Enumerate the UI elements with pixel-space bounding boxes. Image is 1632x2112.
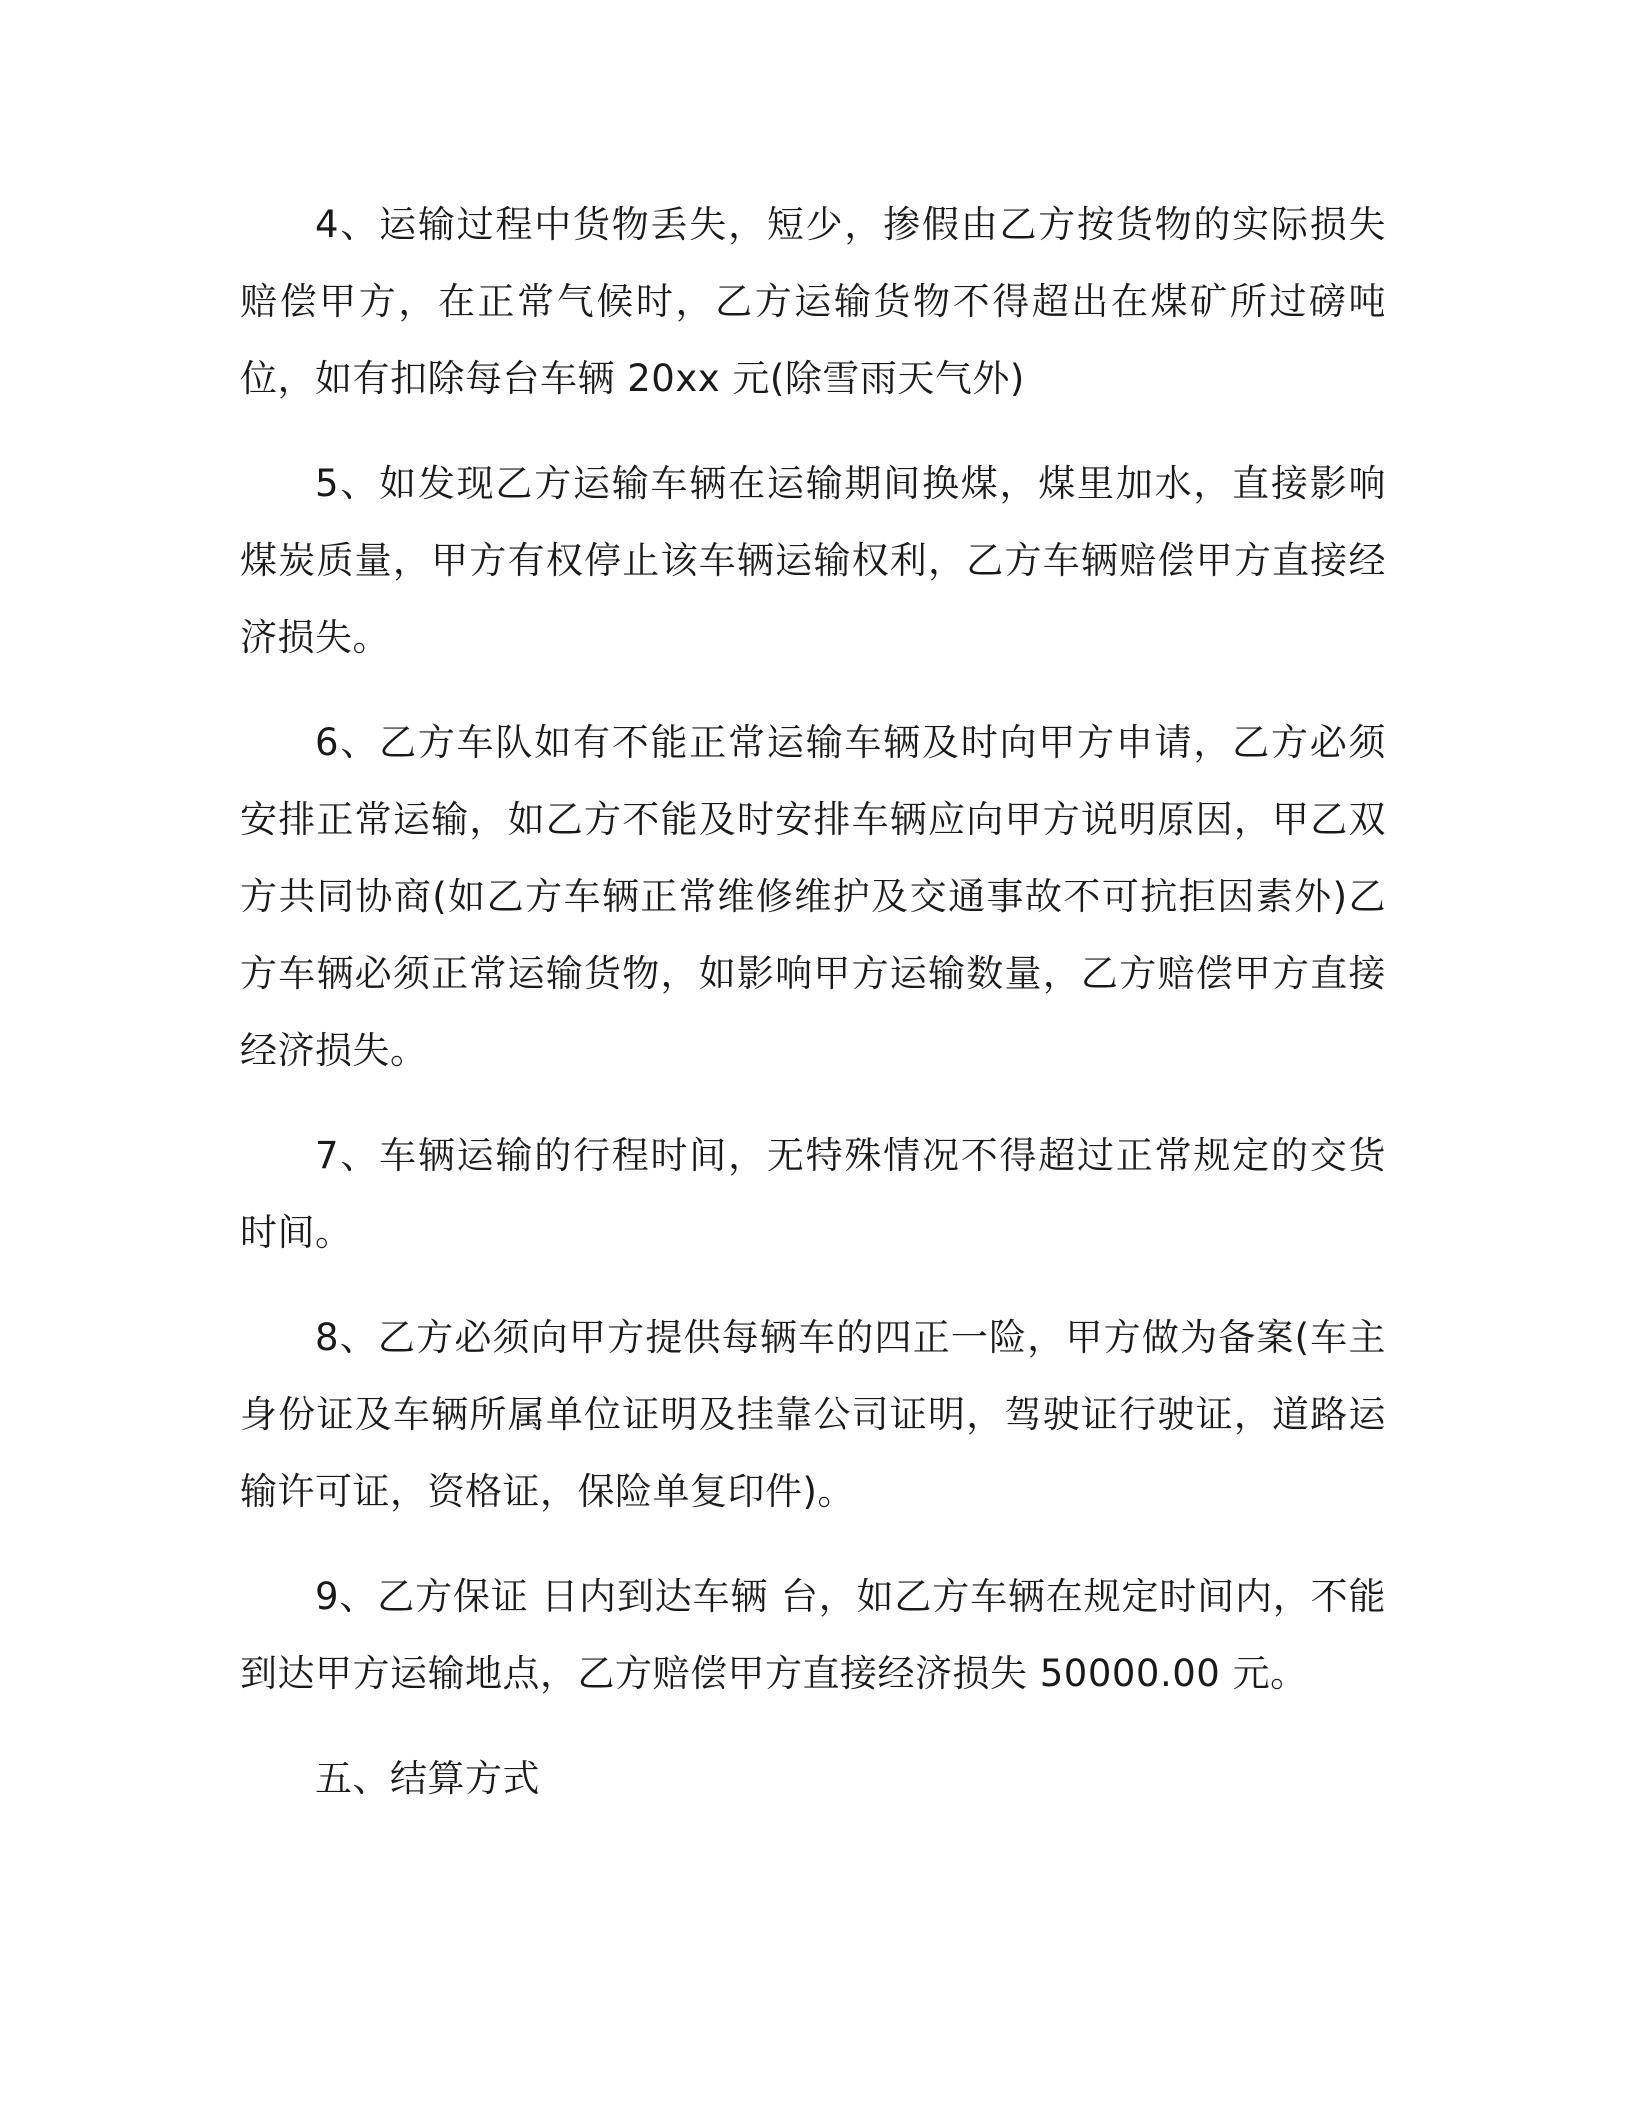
document-body [240,186,1386,1817]
clause-8: 8、乙方必须向甲方提供每辆车的四正一险，甲方做为备案(车主身份证及车辆所属单位证明及挂靠公司证明，驾驶证行驶证，道路运输许可证，资格证，保险单复印件)。 [240,1316,1386,1513]
clause-6: 6、乙方车队如有不能正常运输车辆及时向甲方申请，乙方必须安排正常运输，如乙方不能及时安排车辆应向甲方说明原因，甲乙双方共同协商(如乙方车辆正常维修维护及交通事故不可抗拒因素外)乙方车辆必须正常运输货物，如影响甲方运输数量，乙方赔偿甲方直接经济损失。 [240,721,1386,1072]
clause-7: 7、车辆运输的行程时间，无特殊情况不得超过正常规定的交货时间。 [240,1134,1386,1254]
clause-9: 9、乙方保证 日内到达车辆 台，如乙方车辆在规定时间内，不能到达甲方运输地点，乙方赔偿甲方直接经济损失 50000.00 元。 [240,1575,1386,1695]
clause-5: 5、如发现乙方运输车辆在运输期间换煤，煤里加水，直接影响煤炭质量，甲方有权停止该车辆运输权利，乙方车辆赔偿甲方直接经济损失。 [240,462,1386,659]
section-heading-settlement: 五、结算方式 [315,1757,540,1800]
clause-4: 4、运输过程中货物丢失，短少，掺假由乙方按货物的实际损失赔偿甲方，在正常气候时，乙方运输货物不得超出在煤矿所过磅吨位，如有扣除每台车辆 20xx 元(除雪雨天气外) [240,203,1386,400]
